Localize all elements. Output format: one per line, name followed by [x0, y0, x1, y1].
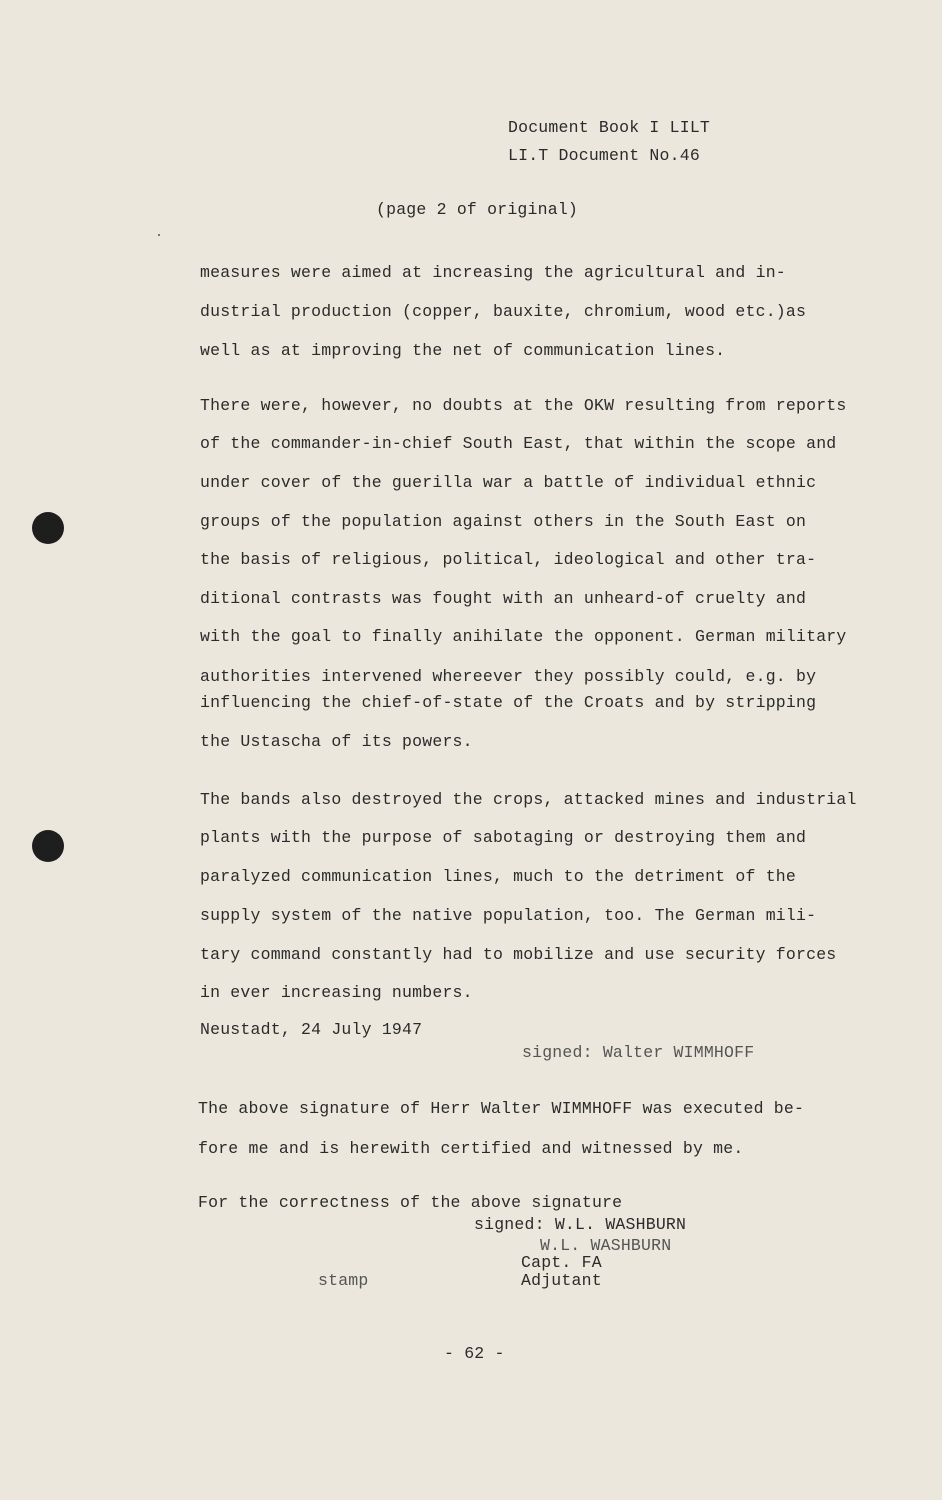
correctness-line: For the correctness of the above signature — [198, 1193, 623, 1212]
page-number: - 62 - — [444, 1344, 505, 1363]
page-note: (page 2 of original) — [376, 200, 579, 219]
paragraph-2-line: authorities intervened whereever they possibly could, e.g. by — [200, 667, 817, 686]
paragraph-3-line: The bands also destroyed the crops, attacked mines and industrial — [200, 790, 857, 809]
paragraph-2-line: of the commander-in-chief South East, that within the scope and — [200, 434, 837, 453]
header-line-2: LI.T Document No.46 — [508, 146, 700, 165]
paragraph-2-line: under cover of the guerilla war a battle of individual ethnic — [200, 473, 817, 492]
paragraph-2-line: influencing the chief-of-state of the Croats and by stripping — [200, 693, 817, 712]
paragraph-1-line: well as at improving the net of communication lines. — [200, 341, 726, 360]
correctness-role: Adjutant — [521, 1271, 602, 1290]
paragraph-1-line: dustrial production (copper, bauxite, chromium, wood etc.)as — [200, 302, 807, 321]
certification-line: The above signature of Herr Walter WIMMHOFF was executed be- — [198, 1099, 805, 1118]
correctness-signed: signed: W.L. WASHBURN — [474, 1215, 687, 1234]
correctness-typed-name: W.L. WASHBURN — [540, 1236, 672, 1255]
paragraph-2-line: the basis of religious, political, ideological and other tra- — [200, 550, 817, 569]
header-line-1: Document Book I LILT — [508, 118, 711, 137]
certification-line: fore me and is herewith certified and witnessed by me. — [198, 1139, 744, 1158]
punch-hole-top — [32, 512, 64, 544]
paragraph-1-line: measures were aimed at increasing the agricultural and in- — [200, 263, 786, 282]
paragraph-2-line: groups of the population against others in the South East on — [200, 512, 807, 531]
paragraph-2-line: There were, however, no doubts at the OKW resulting from reports — [200, 396, 847, 415]
paragraph-2-line: with the goal to finally anihilate the opponent. German military — [200, 627, 847, 646]
signed-line: signed: Walter WIMMHOFF — [522, 1043, 755, 1062]
paragraph-3-line: in ever increasing numbers. — [200, 983, 473, 1002]
paragraph-3-line: supply system of the native population, too. The German mili- — [200, 906, 817, 925]
paragraph-3-line: plants with the purpose of sabotaging or destroying them and — [200, 828, 807, 847]
paragraph-2-line: the Ustascha of its powers. — [200, 732, 473, 751]
paragraph-3-line: tary command constantly had to mobilize and use security forces — [200, 945, 837, 964]
place-date: Neustadt, 24 July 1947 — [200, 1020, 423, 1039]
paragraph-3-line: paralyzed communication lines, much to the detriment of the — [200, 867, 796, 886]
paper-speck — [158, 234, 160, 236]
paragraph-2-line: ditional contrasts was fought with an unheard-of cruelty and — [200, 589, 807, 608]
correctness-rank: Capt. FA — [521, 1253, 602, 1272]
punch-hole-bottom — [32, 830, 64, 862]
stamp-label: stamp — [318, 1271, 369, 1290]
